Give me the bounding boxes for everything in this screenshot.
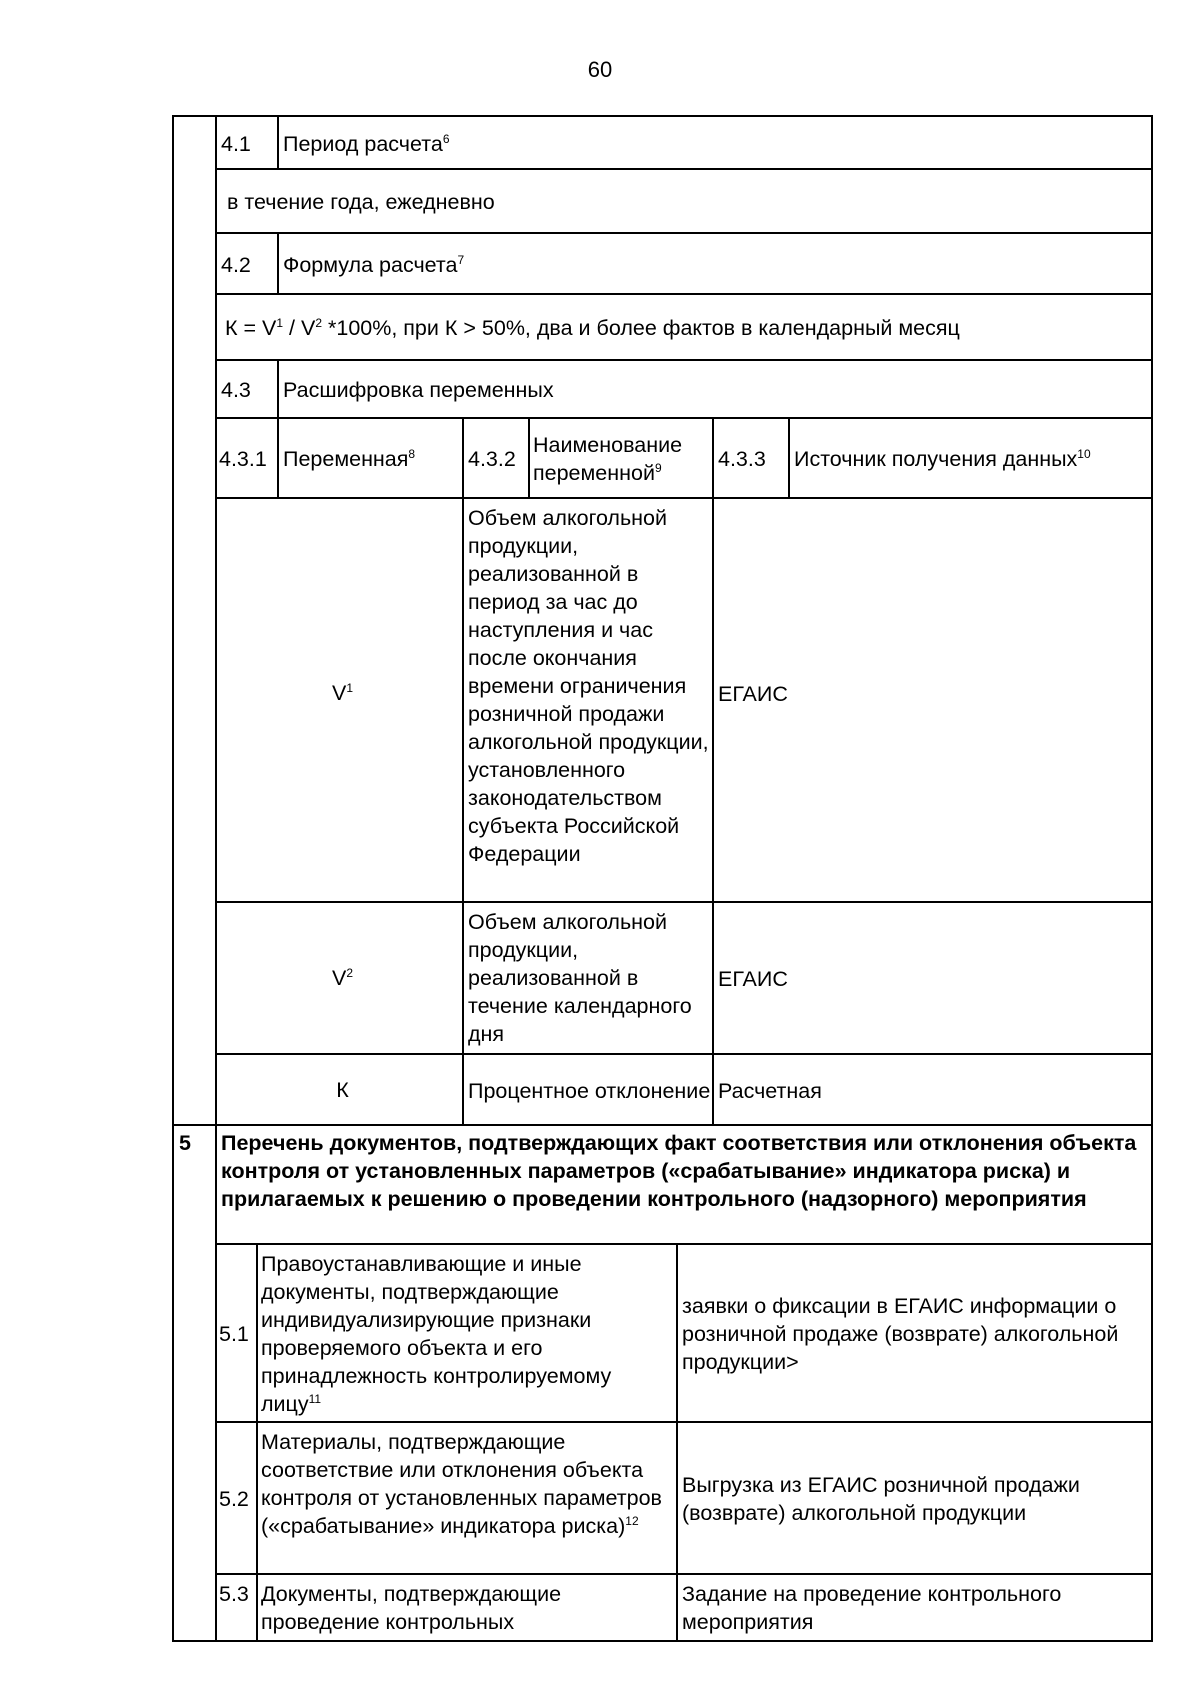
section5-title-cell — [215, 1124, 1153, 1245]
item-5-1-label: Правоустанавливающие и иные документы, подтверждающие индивидуализирующие признаки проверяемого объекта и его принадлежность контролируемому лицу — [261, 1252, 612, 1416]
variable-row-1-source-cell — [712, 497, 1153, 903]
variable-row-2-name-cell — [462, 901, 714, 1055]
variable-row-2-source-cell — [712, 901, 1153, 1055]
formula-label-wrap — [279, 249, 464, 279]
item-5-2-number: 5.2 — [219, 1487, 249, 1511]
item-5-1-label-wrap — [258, 1245, 676, 1418]
section4-left-margin — [172, 115, 217, 1126]
item-5-1-label-cell — [256, 1243, 678, 1423]
variable-symbol-3-letter: К — [336, 1077, 349, 1102]
col3-label: Источник получения данных — [794, 447, 1078, 471]
period-footnote: 6 — [442, 131, 450, 146]
variable-symbol-3 — [336, 1076, 349, 1104]
col3-number: 4.3.3 — [718, 447, 766, 471]
col1-footnote: 8 — [408, 446, 416, 461]
item-5-1-number-cell — [215, 1243, 258, 1423]
item-5-3-number: 5.3 — [219, 1582, 249, 1606]
section5-number-cell — [172, 1124, 217, 1642]
variables-heading: Расшифровка переменных — [283, 378, 554, 402]
variables-number-cell — [215, 359, 279, 419]
variable-row-2-symbol-cell — [215, 901, 464, 1055]
item-5-2-footnote: 12 — [625, 1513, 639, 1528]
col3-label-cell — [788, 417, 1153, 499]
period-label-cell — [277, 115, 1153, 170]
col2-number: 4.3.2 — [468, 447, 516, 471]
formula-part1: К = V — [225, 316, 277, 340]
formula-number: 4.2 — [221, 252, 251, 277]
col3-label-wrap — [790, 443, 1091, 473]
formula-label: Формула расчета — [283, 252, 458, 277]
variables-number: 4.3 — [221, 378, 251, 402]
variable-name-2: Объем алкогольной продукции, реализованной в течение календарного дня — [468, 910, 692, 1046]
variable-symbol-2-letter: V — [331, 966, 347, 990]
variable-name-3: Процентное отклонение — [468, 1078, 711, 1103]
variable-name-1: Объем алкогольной продукции, реализованной в период за час до наступления и час после окончания времени ограничения розничной продажи алкогольной продукции, установленного законодательством субъекта Российской Федерации — [468, 506, 709, 866]
item-5-1-value: заявки о фиксации в ЕГАИС информации о розничной продаже (возврате) алкогольной продукции> — [682, 1294, 1119, 1374]
section5-number: 5 — [179, 1131, 191, 1155]
col2-footnote: 9 — [654, 460, 662, 475]
item-5-3-value-cell — [676, 1573, 1153, 1642]
item-5-1-value-cell — [676, 1243, 1153, 1423]
item-5-3-value: Задание на проведение контрольного мероприятия — [682, 1582, 1062, 1634]
variable-row-3-symbol-cell — [215, 1053, 464, 1126]
item-5-2-label-wrap — [258, 1423, 676, 1540]
page-number: 60 — [587, 57, 613, 82]
col2-label: Наименование переменной — [533, 433, 683, 485]
variable-row-1-name-cell — [462, 497, 714, 903]
variable-symbol-1-sup: 1 — [346, 680, 354, 695]
item-5-3-label-cell — [256, 1573, 678, 1642]
formula-label-cell — [277, 232, 1153, 295]
formula-sup1: 1 — [276, 315, 284, 330]
period-value: в течение года, ежедневно — [227, 190, 495, 214]
item-5-2-value: Выгрузка из ЕГАИС розничной продажи (возврате) алкогольной продукции — [682, 1473, 1080, 1525]
item-5-1-number: 5.1 — [219, 1322, 249, 1346]
variable-symbol-2-sup: 2 — [346, 965, 354, 980]
section5-title: Перечень документов, подтверждающих факт соответствия или отклонения объекта контроля от установленных параметров («срабатывание» индикатора риска) и прилагаемых к решению о проведении контрольного (надзорного) мероприятия — [221, 1131, 1137, 1211]
variable-symbol-1 — [332, 679, 353, 707]
formula-part3: *100%, при К > 50%, два и более фактов в календарный месяц — [322, 316, 960, 340]
period-label: Период расчета — [283, 131, 443, 156]
item-5-2-value-cell — [676, 1421, 1153, 1575]
period-number-cell — [215, 115, 279, 170]
period-number: 4.1 — [221, 131, 251, 156]
variable-source-3: Расчетная — [718, 1078, 822, 1103]
variables-heading-cell — [277, 359, 1153, 419]
variable-symbol-1-letter: V — [331, 681, 347, 705]
item-5-2-label-cell — [256, 1421, 678, 1575]
col2-label-cell — [528, 417, 714, 499]
formula-part2: / V — [283, 316, 316, 340]
variable-symbol-2 — [332, 964, 353, 992]
variable-source-1: ЕГАИС — [718, 682, 788, 706]
col1-label-wrap — [279, 443, 415, 473]
variable-row-3-name-cell — [462, 1053, 714, 1126]
item-5-1-footnote: 11 — [308, 1391, 322, 1406]
col3-number-cell — [712, 417, 790, 499]
variable-row-3-source-cell — [712, 1053, 1153, 1126]
formula-text — [217, 312, 960, 342]
col1-label: Переменная — [283, 447, 409, 471]
col1-label-cell — [277, 417, 464, 499]
period-value-cell — [215, 168, 1153, 234]
item-5-2-number-cell — [215, 1421, 258, 1575]
period-label-wrap — [279, 128, 450, 158]
col1-number: 4.3.1 — [219, 447, 267, 471]
item-5-2-label: Материалы, подтверждающие соответствие или отклонения объекта контроля от установленных параметров («срабатывание» индикатора риска) — [261, 1430, 662, 1538]
variable-row-1-symbol-cell — [215, 497, 464, 903]
formula-sup2: 2 — [315, 315, 323, 330]
formula-number-cell — [215, 232, 279, 295]
variable-source-2: ЕГАИС — [718, 967, 788, 991]
col1-number-cell — [215, 417, 279, 499]
col2-number-cell — [462, 417, 530, 499]
col2-label-wrap — [530, 429, 712, 487]
col3-footnote: 10 — [1077, 446, 1091, 461]
formula-footnote: 7 — [457, 252, 465, 267]
item-5-3-label: Документы, подтверждающие проведение контрольных — [261, 1582, 562, 1634]
item-5-3-number-cell — [215, 1573, 258, 1642]
formula-value-cell — [215, 293, 1153, 361]
